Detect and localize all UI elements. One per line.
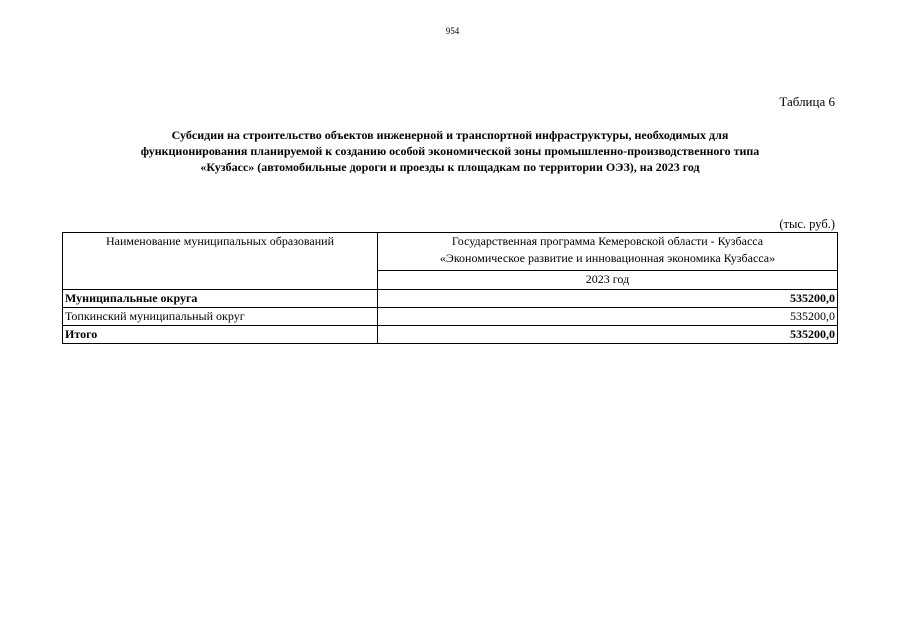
title-line-1: Субсидии на строительство объектов инженерной и транспортной инфраструктуры, необходимых для [171,128,729,142]
row-value-cell: 535200,0 [378,308,838,326]
header-year-cell: 2023 год [378,270,838,289]
table-header-row [63,233,838,271]
table-caption: Таблица 6 [779,94,835,109]
row-name-cell: Муниципальные округа [63,290,378,308]
header-program-line-1: Государственная программа Кемеровской области - Кузбасса [451,234,764,248]
table-row [63,326,838,344]
table-row [63,308,838,326]
row-value-cell: 535200,0 [378,290,838,308]
page-number: 954 [445,26,460,36]
table-row [63,290,838,308]
header-program-cell [378,233,838,271]
header-program-line-2: «Экономическое развитие и инновационная экономика Кузбасса» [439,251,776,265]
header-name-cell: Наименование муниципальных образований [63,233,378,290]
title-line-3: «Кузбасс» (автомобильные дороги и проезды к площадкам по территории ОЭЗ), на 2023 год [200,160,700,174]
row-name-cell: Итого [63,326,378,344]
subsidy-table [62,232,838,344]
row-value-cell: 535200,0 [378,326,838,344]
title-line-2: функционирования планируемой к созданию особой экономической зоны промышленно-производственного типа [140,144,760,158]
row-name-cell: Топкинский муниципальный округ [63,308,378,326]
units-label: (тыс. руб.) [779,217,835,231]
document-title [62,127,838,175]
